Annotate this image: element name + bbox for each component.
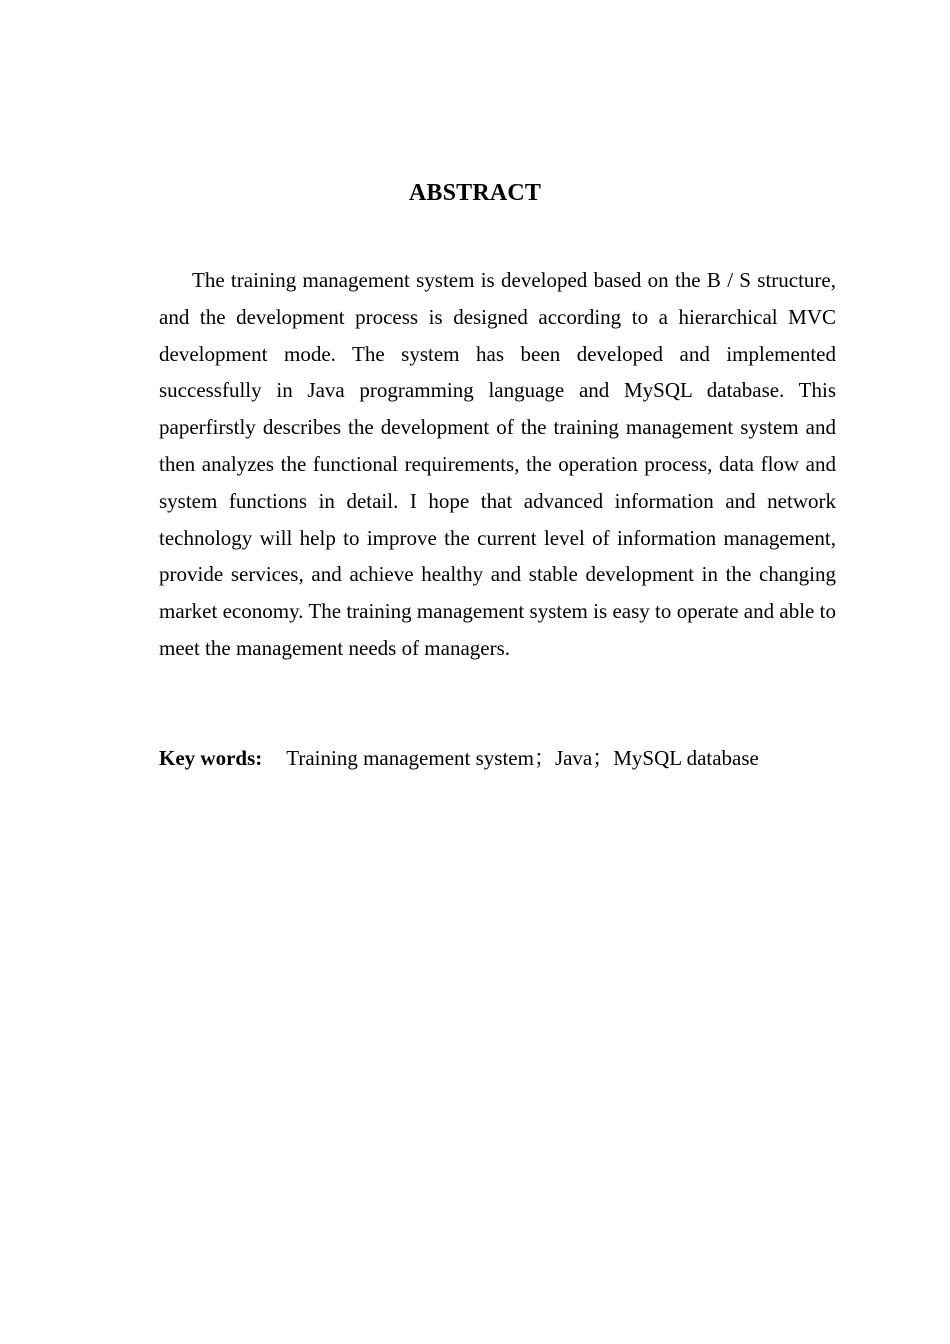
keywords-line xyxy=(159,740,859,776)
keywords-text: Training management system；Java；MySQL database xyxy=(286,746,759,770)
abstract-paragraph: The training management system is developed based on the B / S structure, and the development process is designed according to a hierarchical MVC development mode. The system has been developed and implemented successfully in Java programming language and MySQL database. This paperfirstly describes the development of the training management system and then analyzes the functional requirements, the operation process, data flow and system functions in detail. I hope that advanced information and network technology will help to improve the current level of information management, provide services, and achieve healthy and stable development in the changing market economy. The training management system is easy to operate and able to meet the management needs of managers. xyxy=(159,268,836,660)
abstract-heading: ABSTRACT xyxy=(408,180,542,206)
keywords-label: Key words: xyxy=(159,746,263,770)
